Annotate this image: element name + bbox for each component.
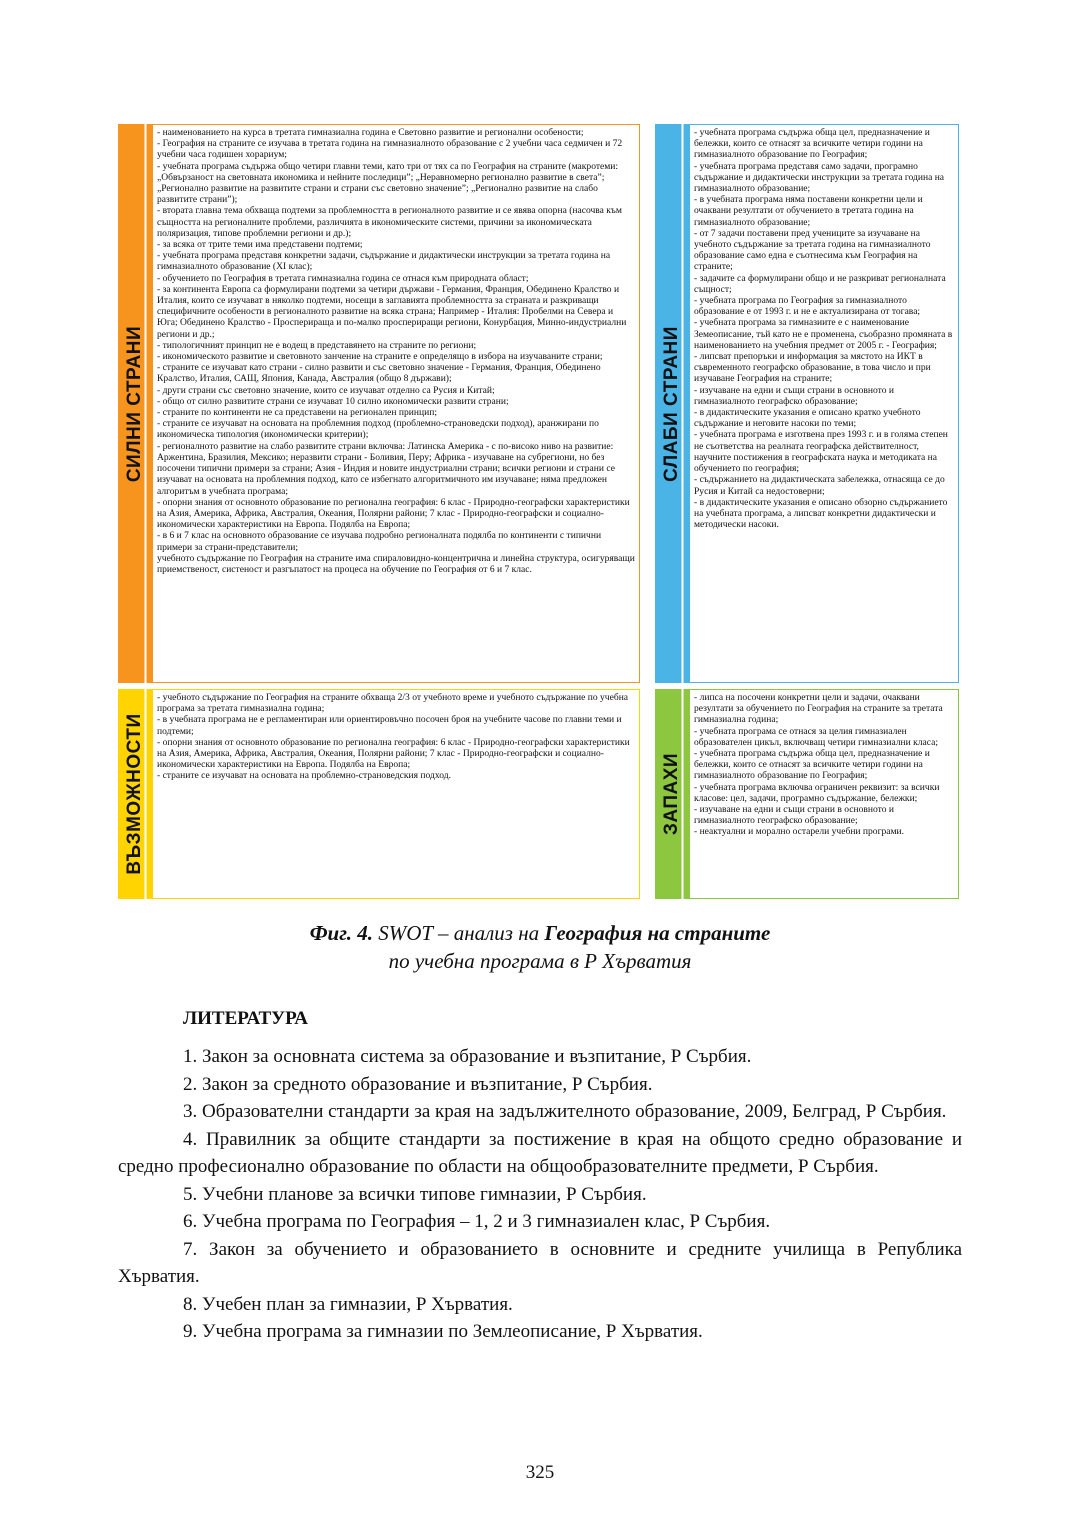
- threats-item: - учебната програма се отнася за целия гимназиален образователен цикъл, включващ четири гимназиални класа;: [694, 725, 939, 748]
- strengths-item: - учебната програма съдържа общо четири главни теми, като три от тях са по География на страните (макротеми: „Обвързаност на световната икономика и нейните последици”; „Неравномерно регионално развитие в света”; „Регионално развитие на развитите страни и страни със световно значение”; „Регионално развитие на слабо развитите страни”);: [157, 160, 619, 206]
- weaknesses-item: - задачите са формулирани общо и не разкриват регионалната същност;: [694, 272, 946, 295]
- weaknesses-item: - изучаване на едни и същи страни в основното и гимназиалното географско образование;: [694, 384, 894, 407]
- reference-item: 1. Закон за основната система за образование и възпитание, Р Сърбия.: [183, 1046, 752, 1067]
- references-list: [118, 1043, 962, 1346]
- strengths-item: - в 6 и 7 клас на основното образование се изучава подробно регионалната подялба по континенти с типични примери за страни-представители;: [157, 530, 602, 553]
- figure-label: Фиг. 4.: [309, 921, 373, 945]
- opportunities-item: - страните се изучават на основата на проблемно-страноведския подход.: [157, 770, 451, 782]
- page-number: 325: [525, 1462, 555, 1483]
- reference-item: 3. Образователни стандарти за края на задължителното образование, 2009, Белград, Р Сърбия.: [183, 1101, 947, 1122]
- references-heading: ЛИТЕРАТУРА: [183, 1008, 309, 1029]
- figure-middle: – анализ на: [432, 921, 545, 945]
- threats-title: ЗАПАХИ: [661, 752, 682, 836]
- reference-item: 4. Правилник за общите стандарти за постижение в края на общото средно образование и средно професионално образование по области на общообразователните предмети, Р Сърбия.: [118, 1128, 962, 1177]
- weaknesses-bar: [655, 124, 689, 683]
- threats-box: [689, 689, 959, 899]
- weaknesses-item: - учебната програма представя само задачи, програмно съдържание и дидактически инструкции за третата година на гимназиалното образование;: [694, 160, 945, 195]
- strengths-item: - втората главна тема обхваща подтеми за проблемността в регионалното развитие и се явява опорна (насочва към същността на регионалните проблеми, различията в икономическите системи, причини за икономическата поляризация, типове проблемни региони и др.);: [157, 205, 622, 239]
- strengths-item: - типологичният принцип не е водещ в представянето на страните по региони;: [157, 339, 477, 351]
- weaknesses-item: - учебната програма е изготвена през 1993 г. и в голяма степен не съответства на реалната географска действителност, научните постижения в географската наука и методиката на обучението по география;: [694, 429, 948, 475]
- swot-opportunities: [118, 689, 640, 899]
- strengths-item: - страните се изучават като страни - силно развити и със световно значение - Германия, Франция, Обединено Кралство, Италия, САЩ, Япония, Канада, Австралия (общо 8 държави);: [157, 362, 601, 385]
- reference-item: 7. Закон за обучението и образованието в основните и средните училища в Република Хърватия.: [118, 1238, 962, 1287]
- weaknesses-item: - от 7 задачи поставени пред учениците за изучаване на учебното съдържание за третата година на гимназиалното образование само една е съотнесима към География на страните;: [694, 227, 931, 273]
- weaknesses-item: - съдържанието на дидактическата забележка, отнасяща се до Русия и Китай са недостоверни;: [694, 474, 945, 497]
- weaknesses-item: - учебната програма за гимназиите е с наименование Земеописание, тъй като не е променена, съобразно промяната в наименованието на учебния предмет от 2005 г. - География;: [694, 317, 953, 351]
- swot-strengths: [118, 124, 640, 683]
- opportunities-item: - учебното съдържание по География на страните обхваща 2/3 от учебното време и учебното съдържание по учебна програма за третата гимназиална година;: [157, 692, 629, 715]
- threats-item: - неактуални и морално остарели учебни програми.: [694, 826, 905, 838]
- figure-swot: SWOT: [378, 921, 433, 945]
- strengths-item: - общо от силно развитите страни се изучават 10 силно икономически развити страни;: [157, 395, 509, 407]
- opportunities-bar: [118, 689, 152, 899]
- strengths-item: - икономическото развитие и световното занчение на страните е определящо в избора на изучаваните страни;: [157, 351, 603, 363]
- reference-item: 5. Учебни планове за всички типове гимназии, Р Сърбия.: [183, 1183, 647, 1205]
- weaknesses-title: СЛАБИ СТРАНИ: [661, 325, 682, 482]
- weaknesses-item: - липсват препоръки и информация за мястото на ИКТ в съвременното географско образование, в това число и при изучаване География на страните;: [694, 351, 931, 385]
- figure-subject: География на страните: [544, 921, 771, 945]
- strengths-item: учебното съдържание по География на страните има спираловидно-концентрична и линейна структура, осигуряващи приемственост, систеност и разгъпатост на процеса на обучение по География от 6 и 7 клас.: [157, 552, 635, 575]
- strengths-item: - други страни със световно значение, които се изучават отделно са Русия и Китай;: [157, 384, 495, 396]
- threats-item: - изучаване на едни и същи страни в основното и гимназиалното географско образование;: [694, 804, 894, 827]
- reference-item: 6. Учебна програма по География – 1, 2 и 3 гимназиален клас, Р Сърбия.: [183, 1211, 771, 1232]
- threats-item: - учебната програма включва ограничен реквизит: за всички класове: цел, задачи, програмно съдържание, бележки;: [694, 781, 940, 804]
- weaknesses-item: - в дидактическите указания е описано обзорно съдържанието на учебната програма, а липсват конкретни дидактически и методически насоки.: [694, 496, 948, 531]
- strengths-item: - регионалното развитие на слабо развитите страни включва: Латинска Америка - с по-високо ниво на развитие: Аржентина, Бразилия, Мексико; неразвити страни - Боливия, Перу; Африка - изучаване на субрегиони, но без посочени типични примери за страни; Азия - Индия и новите индустриални страни; всички региони и страни се изучават на основата на проблемния подход, като се избегнато алгоритмичното им изучаване; няма предложен алгоритъм в учебната програма;: [157, 440, 615, 497]
- strengths-item: - обучението по География в третата гимназиална година се отнася към природната област;: [157, 272, 529, 284]
- figure-caption-line1: [0, 918, 1080, 948]
- strengths-item: - опорни знания от основното образование по регионална география: 6 клас - Природно-географски характеристики на Азия, Америка, Африка, Австралия, Океания, Полярни райони; 7 клас - Природно-географски и социално-икономически характеристики на Европа. Подялба на Европа;: [157, 496, 630, 531]
- reference-item: 2. Закон за средното образование и възпитание, Р Сърбия.: [183, 1073, 653, 1095]
- threats-bar: [655, 689, 689, 899]
- threats-item: - липса на посочени конкретни цели и задачи, очаквани резултати за обучението по География на страните за третата гимназиална година;: [694, 692, 943, 726]
- strengths-box: [152, 124, 640, 683]
- weaknesses-item: - учебната програма по География за гимназиалното образование е от 1993 г. и не е актуализирана от тогава;: [694, 295, 921, 318]
- threats-item: - учебната програма съдържа обща цел, предназначение и бележки, които се отнасят за всичките четири години на гимназиалното образование по География;: [694, 748, 930, 782]
- swot-weaknesses: [655, 124, 959, 683]
- strengths-item: - за континента Европа са формулирани подтеми за четири държави - Германия, Франция, Обединено Кралство и Италия, които се изучават в няколко подтеми, носещи в заглавията проблемността за страната и разкриващи специфичните особености в регионалното развитие на всяка страна; Например - Италия: Пробелми на Севера и Юга; Обединено Кралство - Просперираща и по-малко проспериращи региони, Конурбация, Минно-индустриални региони и др.;: [157, 283, 627, 340]
- strengths-bar: [118, 124, 152, 683]
- reference-item: 9. Учебна програма за гимназии по Землеописание, Р Хърватия.: [183, 1321, 703, 1342]
- reference-item: 8. Учебен план за гимназии, Р Хърватия.: [183, 1293, 513, 1315]
- strengths-item: - География на страните се изучава в третата година на гимназиалното образование с 2 учебни часа седмичен и 72 учебни часа годишен хорариум;: [157, 138, 623, 161]
- swot-threats: [655, 689, 959, 899]
- weaknesses-box: [689, 124, 959, 683]
- strengths-title: СИЛНИ СТРАНИ: [124, 325, 145, 482]
- strengths-item: - за всяка от трите теми има представени подтеми;: [157, 239, 363, 251]
- figure-caption-line2: по учебна програма в Р Хърватия: [388, 949, 692, 973]
- opportunities-title: ВЪЗМОЖНОСТИ: [124, 713, 145, 875]
- opportunities-item: - опорни знания от основното образование по регионална география: 6 клас - Природно-географски характеристики на Азия, Америка, Африка, Австралия, Океания, Полярни райони; 7 клас - Природно-географски и социално-икономически характеристики на Европа. Подялба на Европа;: [157, 736, 630, 771]
- weaknesses-item: - учебната програма съдържа обща цел, предназначение и бележки, които се отнасят за всичките четири години на гимназиалното образование по География;: [694, 127, 930, 161]
- weaknesses-item: - в учебната програма няма поставени конкретни цели и очаквани резултати от обучението в третата година на гимназиалното образование;: [694, 194, 923, 228]
- weaknesses-item: - в дидактическите указания е описано кратко учебното съдържание и неговите насоки по теми;: [694, 407, 921, 430]
- strengths-item: - страните по континенти не са представени на регионален принцип;: [157, 407, 437, 419]
- strengths-item: - страните се изучават на основата на проблемния подход (проблемно-страноведски подход), аранжирани по икономическа типология (икономически критерии);: [157, 418, 599, 441]
- opportunities-box: [152, 689, 640, 899]
- strengths-item: - учебната програма представя конкретни задачи, съдържание и дидактически инструкции за третата година на гимназиалното образование (XI клас);: [157, 250, 611, 273]
- strengths-item: - наименованието на курса в третата гимназиална година е Световно развитие и регионални особености;: [157, 127, 584, 138]
- opportunities-item: - в учебната програма не е регламентиран или ориентировъчно посочен броя на учебните часове по главни теми и подтеми;: [157, 714, 622, 737]
